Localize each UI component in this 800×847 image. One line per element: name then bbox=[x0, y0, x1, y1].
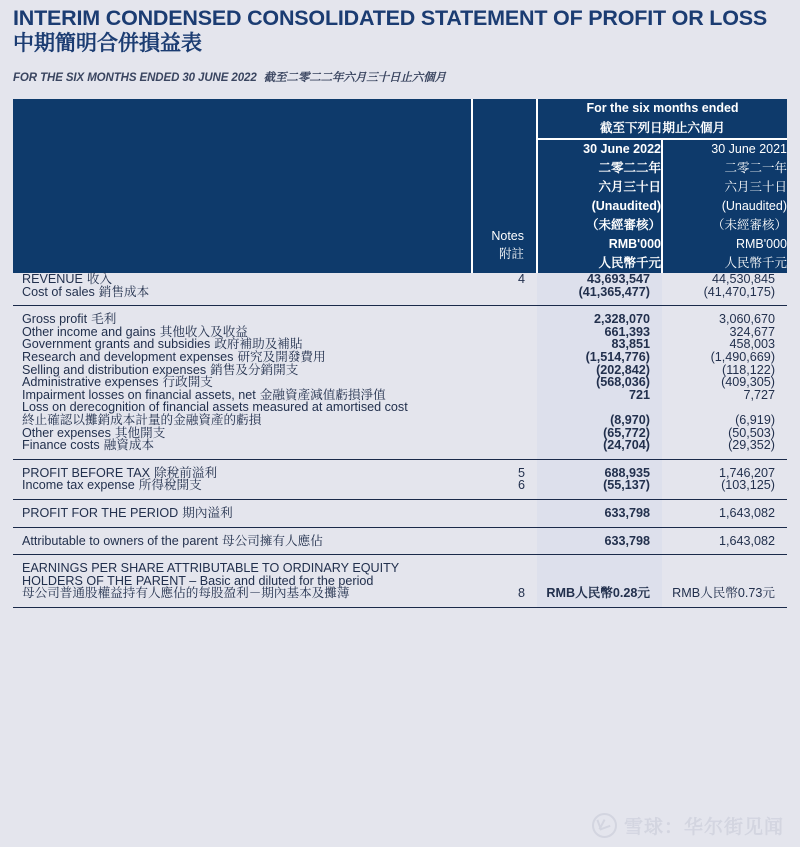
row-note bbox=[472, 286, 537, 299]
col-2022-audit-en: (Unaudited) bbox=[591, 199, 661, 214]
row-label-en: PROFIT BEFORE TAX bbox=[22, 465, 151, 480]
col-2022-date-zh-year: 二零二二年 bbox=[598, 161, 661, 176]
row-note bbox=[472, 414, 537, 427]
row-label-zh: 融資成本 bbox=[103, 438, 155, 453]
row-value-2022: (202,842) bbox=[537, 364, 662, 377]
row-value-2021: 458,003 bbox=[729, 337, 776, 352]
row-label-zh: 其他收入及收益 bbox=[159, 324, 248, 339]
row-label-en: EARNINGS PER SHARE ATTRIBUTABLE TO ORDINARY EQUITY bbox=[22, 561, 400, 576]
col-2022-unit-en: RMB'000 bbox=[608, 237, 661, 252]
row-note: 6 bbox=[517, 478, 525, 493]
col-2022-date-zh-day: 六月三十日 bbox=[598, 180, 661, 195]
financial-statement-table bbox=[13, 99, 787, 608]
row-value-2021: 7,727 bbox=[743, 387, 776, 402]
row-spacer bbox=[13, 298, 787, 305]
row-value-2021 bbox=[662, 562, 787, 575]
page-subtitle-english: FOR THE SIX MONTHS ENDED 30 JUNE 2022 bbox=[13, 72, 257, 85]
row-value-2021: (103,125) bbox=[721, 478, 776, 493]
row-value-2022: (568,036) bbox=[537, 376, 662, 389]
period-span-chinese: 截至下列日期止六個月 bbox=[600, 120, 726, 135]
col-2022-date-en: 30 June 2022 bbox=[583, 142, 661, 157]
table-bottom-rule bbox=[13, 607, 787, 608]
row-value-2022: (41,365,477) bbox=[537, 286, 662, 299]
row-note bbox=[472, 364, 537, 377]
row-spacer bbox=[13, 600, 787, 607]
row-value-2021: RMB人民幣0.73元 bbox=[672, 586, 776, 601]
row-label-en: Gross profit bbox=[22, 312, 88, 327]
row-note bbox=[472, 376, 537, 389]
row-note bbox=[472, 507, 537, 520]
row-spacer bbox=[13, 452, 787, 459]
row-value-2021: (50,503) bbox=[728, 425, 776, 440]
table-row bbox=[13, 587, 787, 600]
row-note bbox=[472, 326, 537, 339]
header-blank-cell bbox=[13, 99, 472, 273]
page-title-english: INTERIM CONDENSED CONSOLIDATED STATEMENT OF PROFIT OR LOSS bbox=[13, 6, 768, 30]
row-value-2022: 661,393 bbox=[537, 326, 662, 339]
row-label-zh: 除稅前溢利 bbox=[154, 465, 218, 480]
row-label-en: Government grants and subsidies bbox=[22, 337, 211, 352]
row-label-zh: 銷售及分銷開支 bbox=[210, 362, 299, 377]
row-value-2021: 1,746,207 bbox=[718, 465, 776, 480]
period-span-english: For the six months ended bbox=[586, 101, 739, 116]
col-2021-audit-zh: （未經審核） bbox=[712, 218, 788, 233]
financial-statement-table-wrapper bbox=[13, 99, 787, 608]
col-2022-unit-zh: 人民幣千元 bbox=[598, 256, 661, 271]
table-row bbox=[13, 286, 787, 299]
row-label-en: REVENUE bbox=[22, 272, 83, 287]
table-row bbox=[13, 479, 787, 492]
header-period-span bbox=[537, 99, 787, 139]
row-label-zh: 金融資產減值虧損淨值 bbox=[259, 387, 386, 402]
row-value-2021: (6,919) bbox=[735, 413, 776, 428]
row-value-2022 bbox=[537, 562, 662, 575]
row-label-zh: 終止確認以攤銷成本計量的金融資產的虧損 bbox=[22, 413, 262, 428]
row-label-zh: 行政開支 bbox=[162, 375, 213, 390]
row-value-2022: 43,693,547 bbox=[537, 273, 662, 286]
notes-label-chinese: 附註 bbox=[498, 247, 524, 262]
row-value-2021: 1,643,082 bbox=[718, 533, 776, 548]
row-value-2021: (409,305) bbox=[721, 375, 776, 390]
row-note bbox=[472, 535, 537, 548]
row-note bbox=[472, 439, 537, 452]
row-note: 8 bbox=[517, 586, 525, 601]
row-label-en: HOLDERS OF THE PARENT – Basic and diluted for the period bbox=[22, 573, 374, 588]
row-value-2022: RMB人民幣0.28元 bbox=[537, 587, 662, 600]
row-value-2021: (41,470,175) bbox=[703, 284, 776, 299]
row-label-en: Other income and gains bbox=[22, 324, 156, 339]
page-subtitle-chinese: 截至二零二二年六月三十日止六個月 bbox=[263, 72, 447, 85]
row-label bbox=[13, 286, 472, 299]
row-spacer bbox=[13, 306, 787, 313]
row-value-2022: (24,704) bbox=[537, 439, 662, 452]
row-spacer bbox=[13, 492, 787, 499]
row-label-zh: 政府補助及補貼 bbox=[214, 337, 303, 352]
row-value-2022: (55,137) bbox=[537, 479, 662, 492]
header-column-2021 bbox=[662, 139, 787, 273]
row-note bbox=[472, 338, 537, 351]
row-value-2022: (65,772) bbox=[537, 427, 662, 440]
col-2021-date-zh-day: 六月三十日 bbox=[724, 180, 788, 195]
row-label-en: PROFIT FOR THE PERIOD bbox=[22, 505, 179, 520]
table-header-span-row bbox=[13, 99, 787, 139]
row-label-en: Cost of sales bbox=[22, 284, 95, 299]
row-value-2022: (1,514,776) bbox=[537, 351, 662, 364]
row-label-zh: 收入 bbox=[86, 272, 113, 287]
table-row bbox=[13, 439, 787, 452]
row-label-en: Finance costs bbox=[22, 438, 100, 453]
row-value-2022: 721 bbox=[537, 389, 662, 402]
col-2021-unit-en: RMB'000 bbox=[735, 237, 788, 252]
row-note: 4 bbox=[517, 272, 525, 287]
row-value-2021: 324,677 bbox=[729, 324, 776, 339]
row-value-2022: 2,328,070 bbox=[537, 313, 662, 326]
page-title-block bbox=[0, 0, 800, 85]
row-label-zh: 其他開支 bbox=[114, 425, 166, 440]
row-label-en: Selling and distribution expenses bbox=[22, 362, 207, 377]
row-value-2022: 633,798 bbox=[537, 507, 662, 520]
row-label-en: Attributable to owners of the parent bbox=[22, 533, 219, 548]
row-label-en: Administrative expenses bbox=[22, 375, 159, 390]
row-label bbox=[13, 587, 472, 600]
row-note bbox=[472, 401, 537, 414]
table-row bbox=[13, 535, 787, 548]
row-label-en: Other expenses bbox=[22, 425, 111, 440]
row-value-2021: (1,490,669) bbox=[710, 350, 776, 365]
notes-label-english: Notes bbox=[491, 228, 524, 243]
header-column-2022 bbox=[537, 139, 662, 273]
col-2021-unit-zh: 人民幣千元 bbox=[724, 256, 788, 271]
row-label-zh: 研究及開發費用 bbox=[237, 350, 326, 365]
watermark-text: 雪球：华尔街见闻 bbox=[623, 817, 784, 838]
col-2021-date-en: 30 June 2021 bbox=[711, 142, 788, 157]
row-value-2022: 633,798 bbox=[537, 535, 662, 548]
row-label-en: Loss on derecognition of financial assets measured at amortised cost bbox=[22, 400, 408, 415]
row-label bbox=[13, 439, 472, 452]
row-note bbox=[472, 351, 537, 364]
row-spacer bbox=[13, 520, 787, 527]
row-label-zh: 母公司普通股權益持有人應佔的每股盈利－期內基本及攤薄 bbox=[22, 586, 350, 601]
row-value-2021: (29,352) bbox=[728, 438, 776, 453]
row-value-2021: 1,643,082 bbox=[718, 505, 776, 520]
row-label-zh: 毛利 bbox=[91, 312, 117, 327]
row-note bbox=[472, 313, 537, 326]
row-label bbox=[13, 535, 472, 548]
row-label-en: Impairment losses on financial assets, net bbox=[22, 387, 256, 402]
row-note bbox=[472, 575, 537, 588]
row-value-2021: (118,122) bbox=[722, 362, 776, 377]
col-2021-audit-en: (Unaudited) bbox=[721, 199, 788, 214]
row-value-2021: 44,530,845 bbox=[711, 272, 776, 287]
row-value-2022: (8,970) bbox=[537, 414, 662, 427]
row-value-2021: 3,060,670 bbox=[718, 312, 776, 327]
row-label-en: Research and development expenses bbox=[22, 350, 234, 365]
page-subtitle bbox=[13, 69, 787, 85]
watermark bbox=[592, 812, 784, 839]
row-label-zh: 母公司擁有人應佔 bbox=[222, 533, 323, 548]
row-label-en: Income tax expense bbox=[22, 478, 135, 493]
page-title-chinese: 中期簡明合併損益表 bbox=[13, 32, 202, 56]
row-label-zh: 期內溢利 bbox=[182, 505, 233, 520]
xueqiu-logo-icon bbox=[592, 813, 617, 838]
row-note bbox=[472, 389, 537, 402]
row-label bbox=[13, 507, 472, 520]
table-row bbox=[13, 414, 787, 427]
row-note bbox=[472, 562, 537, 575]
table-row bbox=[13, 273, 787, 286]
row-note: 5 bbox=[517, 465, 525, 480]
row-value-2022: 688,935 bbox=[537, 467, 662, 480]
row-spacer bbox=[13, 547, 787, 554]
row-label bbox=[13, 479, 472, 492]
row-label-zh: 所得稅開支 bbox=[138, 478, 202, 493]
row-value-2022: 83,851 bbox=[537, 338, 662, 351]
col-2022-audit-zh: （未經審核） bbox=[585, 218, 661, 233]
table-row bbox=[13, 507, 787, 520]
row-note bbox=[472, 427, 537, 440]
row-label-zh: 銷售成本 bbox=[98, 284, 150, 299]
header-notes-cell bbox=[472, 99, 537, 273]
col-2021-date-zh-year: 二零二一年 bbox=[724, 161, 788, 176]
